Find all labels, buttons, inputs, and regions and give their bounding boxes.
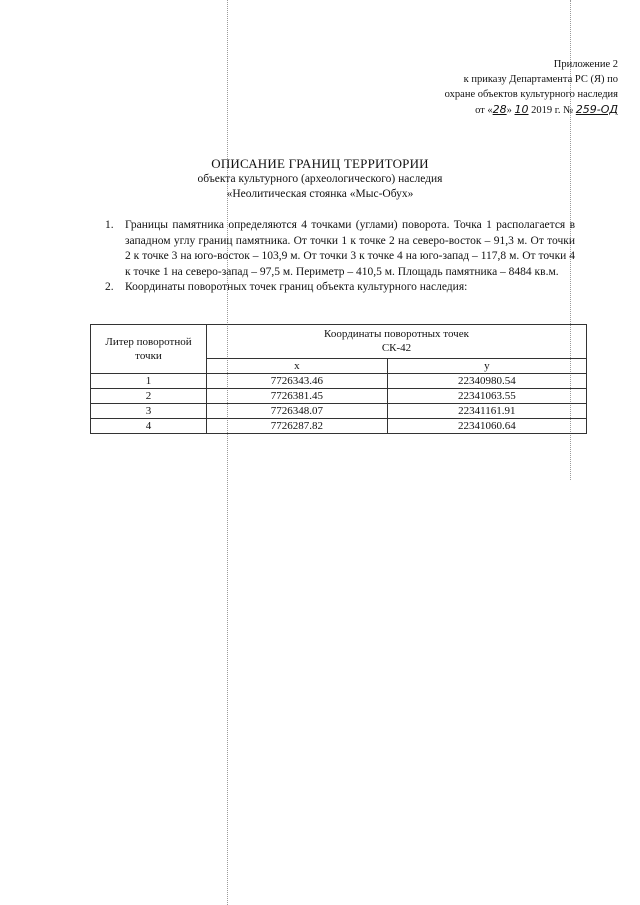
table-header-row	[91, 325, 587, 359]
coord-y: 22340980.54	[387, 374, 586, 389]
page-title: ОПИСАНИЕ ГРАНИЦ ТЕРРИТОРИИ	[211, 156, 429, 171]
list-item-number: 2.	[105, 281, 114, 293]
column-header-x: x	[207, 358, 388, 373]
column-header-y: y	[387, 358, 586, 373]
table-row	[91, 404, 587, 419]
date-day: 28	[492, 103, 507, 116]
list-item	[105, 218, 575, 280]
point-number: 3	[91, 404, 207, 419]
order-reference: к приказу Департамента РС (Я) по	[463, 74, 618, 85]
doc-number: 259-ОД	[575, 103, 618, 116]
coord-x: 7726343.46	[207, 374, 388, 389]
appendix-label: Приложение 2	[553, 59, 618, 70]
coord-x: 7726348.07	[207, 404, 388, 419]
title-block	[0, 155, 640, 202]
table-row	[91, 419, 587, 434]
coord-x: 7726287.82	[207, 419, 388, 434]
date-year: 2019 г. №	[531, 105, 574, 116]
date-prefix: от «	[475, 105, 493, 116]
table-row	[91, 389, 587, 404]
point-number: 1	[91, 374, 207, 389]
list-item	[105, 280, 575, 296]
coordinates-title: Координаты поворотных точек	[324, 328, 469, 341]
date-mid: »	[506, 105, 512, 116]
column-header-point: Литер поворотной точки	[91, 325, 207, 374]
list-item-text: Координаты поворотных точек границ объекта культурного наследия:	[125, 281, 468, 293]
list-item-text: Границы памятника определяются 4 точками (углами) поворота. Точка 1 располагается в западном углу границ памятника. От точки 1 к точке 2 на северо-восток – 91,3 м. От точки 2 к точке 3 на юго-восток – 103,9 м. От точки 3 к точке 4 на юго-запад – 117,8 м. От точки 4 к точке 1 на северо-запад – 97,5 м. Периметр – 410,5 м. Площадь памятника – 8484 кв.м.	[125, 219, 575, 278]
point-number: 4	[91, 419, 207, 434]
coord-y: 22341060.64	[387, 419, 586, 434]
object-name: «Неолитическая стоянка «Мыс-Обух»	[226, 188, 414, 200]
appendix-header	[378, 57, 618, 118]
point-number: 2	[91, 389, 207, 404]
list-item-number: 1.	[105, 219, 114, 231]
coord-y: 22341161.91	[387, 404, 586, 419]
department-name: охране объектов культурного наследия	[444, 89, 618, 100]
coord-x: 7726381.45	[207, 389, 388, 404]
table-row	[91, 374, 587, 389]
coord-y: 22341063.55	[387, 389, 586, 404]
coordinates-table	[90, 324, 587, 434]
description-list	[105, 218, 575, 296]
object-type: объекта культурного (археологического) наследия	[197, 173, 443, 185]
order-date-line	[378, 102, 618, 118]
coordinate-system: СК-42	[381, 342, 412, 355]
column-header-coordinates	[207, 325, 587, 359]
scan-line-left	[227, 0, 228, 905]
date-month: 10	[514, 103, 529, 116]
